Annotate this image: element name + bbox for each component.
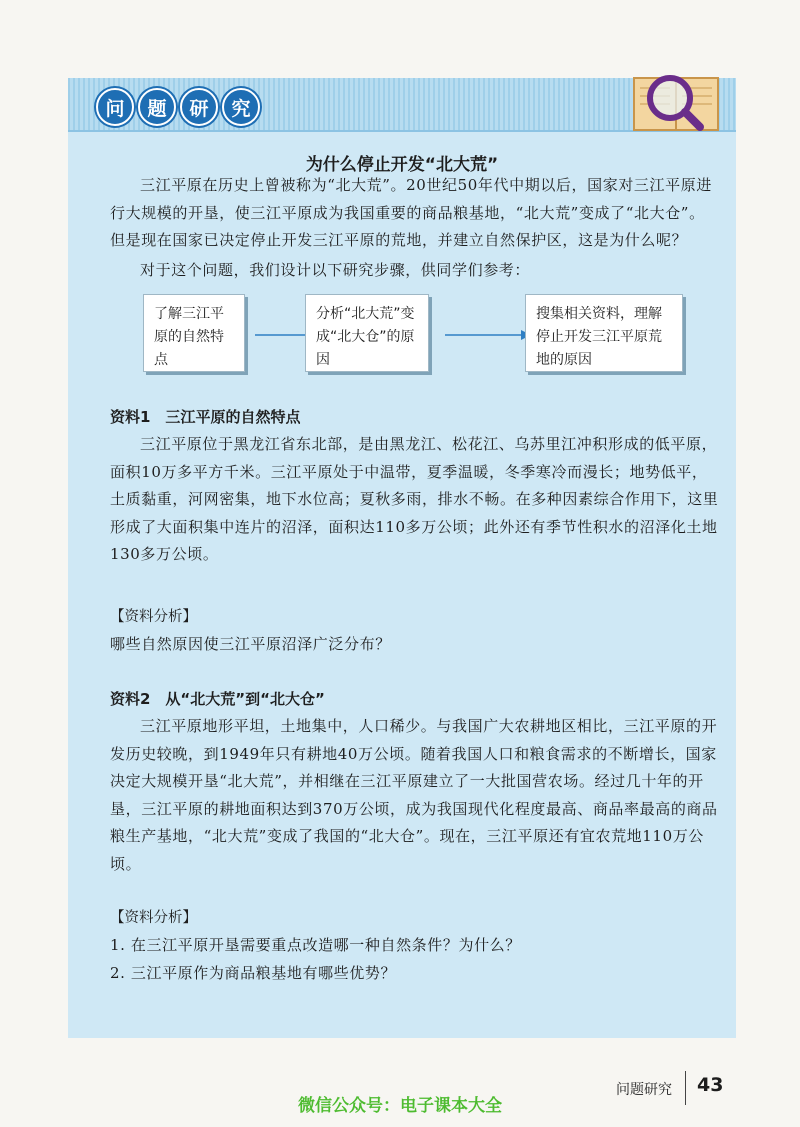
intro-paragraph: 对于这个问题，我们设计以下研究步骤，供同学们参考： (140, 260, 531, 279)
section-badge-char: 题 (138, 88, 176, 126)
section-badge-char: 究 (222, 88, 260, 126)
footer-section-label: 问题研究 (616, 1082, 672, 1098)
analysis-question: 1. 在三江平原开垦需要重点改造哪一种自然条件？为什么？ (110, 936, 521, 954)
main-content (110, 172, 720, 987)
intro-paragraph: 三江平原在历史上曾被称为“北大荒”。20世纪50年代中期以后，国家对三江平原进行大规模的开垦，使三江平原成为我国重要的商品粮基地，“北大荒”变成了“北大仓”。但是现在国家已决定停止开发三江平原的荒地，并建立自然保护区，这是为什么呢？ (110, 176, 712, 249)
section-badge (96, 88, 260, 126)
flow-step-box: 了解三江平原的自然特点 (143, 294, 245, 372)
analysis-label: 【资料分析】 (110, 608, 197, 625)
section-header-band (68, 78, 736, 132)
magnifier-icon (630, 64, 726, 134)
watermark-text: 微信公众号：电子课本大全 (298, 1096, 502, 1116)
analysis-question: 2. 三江平原作为商品粮基地有哪些优势？ (110, 963, 397, 982)
section-badge-char: 研 (180, 88, 218, 126)
material-1-text: 三江平原位于黑龙江省东北部，是由黑龙江、松花江、乌苏里江冲积形成的低平原，面积10万多平方千米。三江平原处于中温带，夏季温暖，冬季寒冷而漫长；地势低平，土质黏重，河网密集，地下水位高；夏秋多雨，排水不畅。在多种因素综合作用下，这里形成了大面积集中连片的沼泽，面积达110多万公顷；此外还有季节性积水的沼泽化土地130多万公顷。 (110, 435, 719, 563)
page-number: 43 (697, 1074, 724, 1096)
flow-step-box: 分析“北大荒”变成“北大仓”的原因 (305, 294, 429, 372)
analysis-label: 【资料分析】 (110, 910, 197, 926)
analysis-question: 哪些自然原因使三江平原沼泽广泛分布？ (110, 634, 391, 653)
page-title: 为什么停止开发“北大荒” (305, 155, 499, 175)
arrow-right-icon (443, 328, 533, 342)
flow-step-box: 搜集相关资料，理解停止开发三江平原荒地的原因 (525, 294, 683, 372)
material-2-text: 三江平原地形平坦，土地集中，人口稀少。与我国广大农耕地区相比，三江平原的开发历史较晚，到1949年只有耕地40万公顷。随着我国人口和粮食需求的不断增长，国家决定大规模开垦“北大荒”，并相继在三江平原建立了一大批国营农场。经过几十年的开垦，三江平原的耕地面积达到370万公顷，成为我国现代化程度最高、商品率最高的商品粮生产基地，“北大荒”变成了我国的“北大仓”。现在，三江平原还有宜农荒地110万公顷。 (110, 717, 718, 873)
material-2-heading: 资料2 从“北大荒”到“北大仓” (110, 690, 325, 708)
research-steps-flow (107, 294, 720, 392)
section-badge-char: 问 (96, 88, 134, 126)
material-1-heading: 资料1 三江平原的自然特点 (110, 408, 301, 426)
